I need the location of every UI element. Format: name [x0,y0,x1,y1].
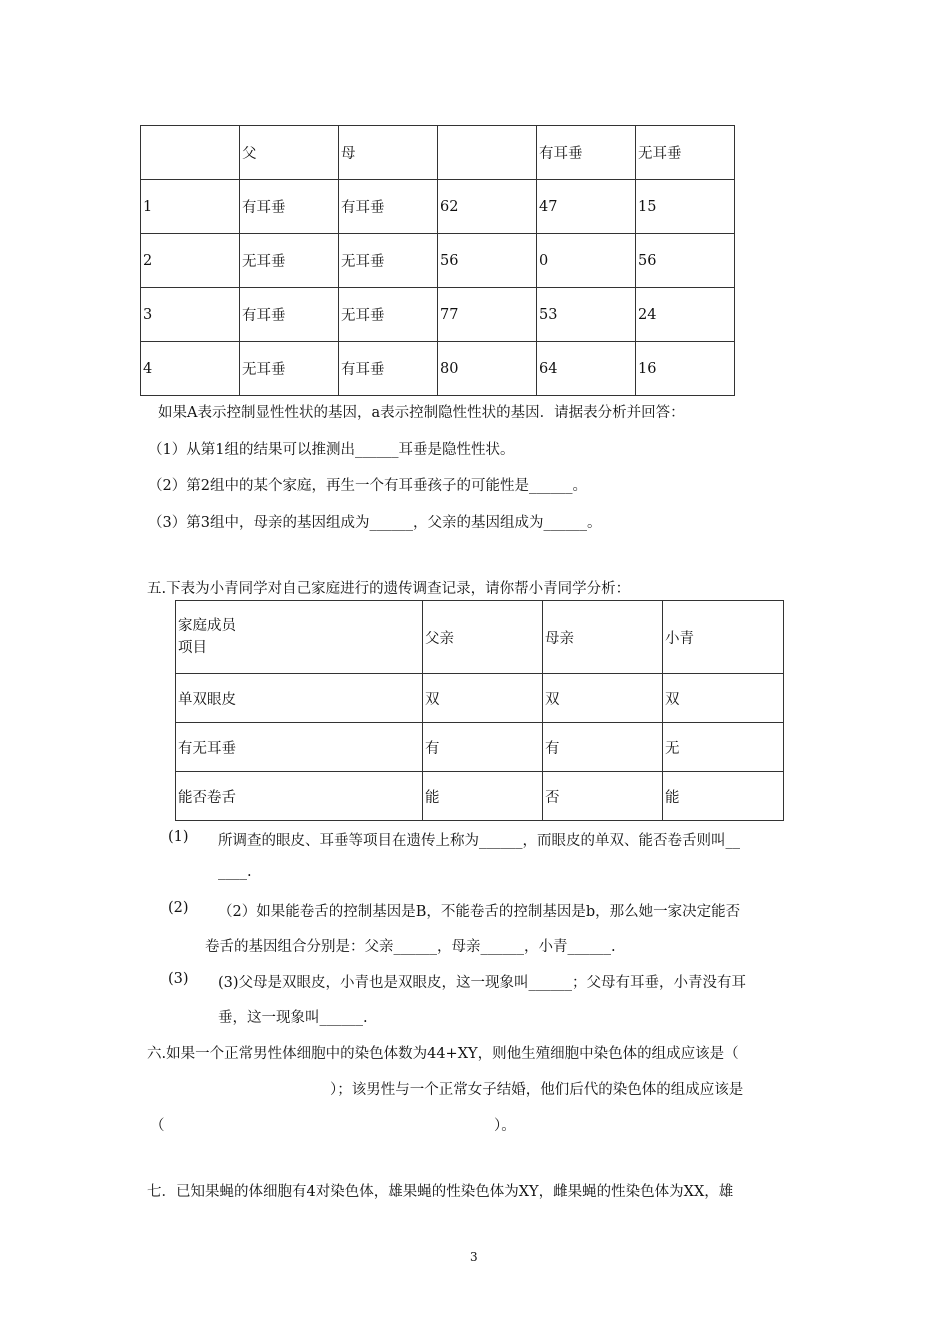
family-survey-table [175,600,784,821]
table-cell: 77 [438,288,537,342]
table-cell: 56 [636,234,735,288]
table-cell: 80 [438,342,537,396]
table-header-cell [176,601,423,674]
table-cell: 53 [537,288,636,342]
section7-line1: 七．已知果蝇的体细胞有4对染色体，雄果蝇的性染色体为XY，雌果蝇的性染色体为XX，雄 [147,1184,734,1200]
table-cell: 能否卷舌 [176,772,423,821]
table-cell: 无耳垂 [240,234,339,288]
section6-open-paren: （ [150,1118,165,1134]
table-cell: 3 [141,288,240,342]
table-cell: 双 [663,674,784,723]
table-cell: 有耳垂 [240,180,339,234]
section6-close-paren: ）。 [494,1118,516,1134]
table-cell: 15 [636,180,735,234]
table-cell: 4 [141,342,240,396]
table-row [141,234,735,288]
table-cell: 父亲 [423,601,543,674]
question-number: (1) [168,829,189,845]
section4-intro: 如果A表示控制显性性状的基因，a表示控制隐性性状的基因．请据表分析并回答： [158,405,685,421]
section5-question-2-line2: 卷舌的基因组合分别是：父亲______，母亲______，小青______. [205,939,616,955]
table-cell: 有耳垂 [339,342,438,396]
table-cell: 单双眼皮 [176,674,423,723]
table-cell: 有耳垂 [339,180,438,234]
table-row [141,288,735,342]
table-row [176,674,784,723]
table-row [176,772,784,821]
section5-title: 五.下表为小青同学对自己家庭进行的遗传调查记录，请你帮小青同学分析： [147,581,631,597]
section5-question-2-line1: （2）如果能卷舌的控制基因是B，不能卷舌的控制基因是b，那么她一家决定能否 [218,904,741,920]
table-row [141,342,735,396]
table-row [176,723,784,772]
table-cell: 能 [423,772,543,821]
table-cell: 1 [141,180,240,234]
table-cell: 无耳垂 [339,288,438,342]
table-cell: 24 [636,288,735,342]
section5-question-1-line1: 所调查的眼皮、耳垂等项目在遗传上称为______，而眼皮的单双、能否卷舌则叫__ [218,833,740,849]
table-cell: 0 [537,234,636,288]
question-number: (3) [168,971,189,987]
table-cell: 2 [141,234,240,288]
table-cell: 双 [543,674,663,723]
section5-question-3-line1: (3)父母是双眼皮，小青也是双眼皮，这一现象叫______；父母有耳垂，小青没有耳 [218,975,747,991]
header-label-items: 项目 [178,640,207,656]
table-header-row [141,126,735,180]
section5-question-1-line2: ____. [218,864,252,880]
table-cell: 双 [423,674,543,723]
table-cell: 母亲 [543,601,663,674]
table-cell: 有耳垂 [537,126,636,180]
table-cell: 无耳垂 [339,234,438,288]
table-cell [141,126,240,180]
table-cell: 47 [537,180,636,234]
table-cell: 62 [438,180,537,234]
table-cell: 56 [438,234,537,288]
table-row [141,180,735,234]
table-cell: 母 [339,126,438,180]
page-number: 3 [470,1250,478,1264]
table-cell: 能 [663,772,784,821]
table-cell: 有耳垂 [240,288,339,342]
question-number: (2) [168,900,189,916]
table-cell: 有 [543,723,663,772]
table-cell: 无耳垂 [240,342,339,396]
section4-question-3: （3）第3组中，母亲的基因组成为______，父亲的基因组成为______。 [148,515,602,531]
table-header-row [176,601,784,674]
table-cell: 有无耳垂 [176,723,423,772]
section5-question-3-line2: 垂，这一现象叫______. [218,1010,368,1026]
table-cell [438,126,537,180]
table-cell: 有 [423,723,543,772]
earlobe-table [140,125,735,396]
table-cell: 否 [543,772,663,821]
table-cell: 64 [537,342,636,396]
section4-question-2: （2）第2组中的某个家庭，再生一个有耳垂孩子的可能性是______。 [148,478,587,494]
table-cell: 16 [636,342,735,396]
table-cell: 无耳垂 [636,126,735,180]
table-cell: 小青 [663,601,784,674]
section6-line2: ）；该男性与一个正常女子结婚，他们后代的染色体的组成应该是 [330,1082,744,1098]
section4-question-1: （1）从第1组的结果可以推测出______耳垂是隐性性状。 [148,442,515,458]
section6-line1: 六.如果一个正常男性体细胞中的染色体数为44+XY，则他生殖细胞中染色体的组成应该是（ [147,1046,739,1062]
table-cell: 无 [663,723,784,772]
table-cell: 父 [240,126,339,180]
header-label-members: 家庭成员 [178,618,236,634]
